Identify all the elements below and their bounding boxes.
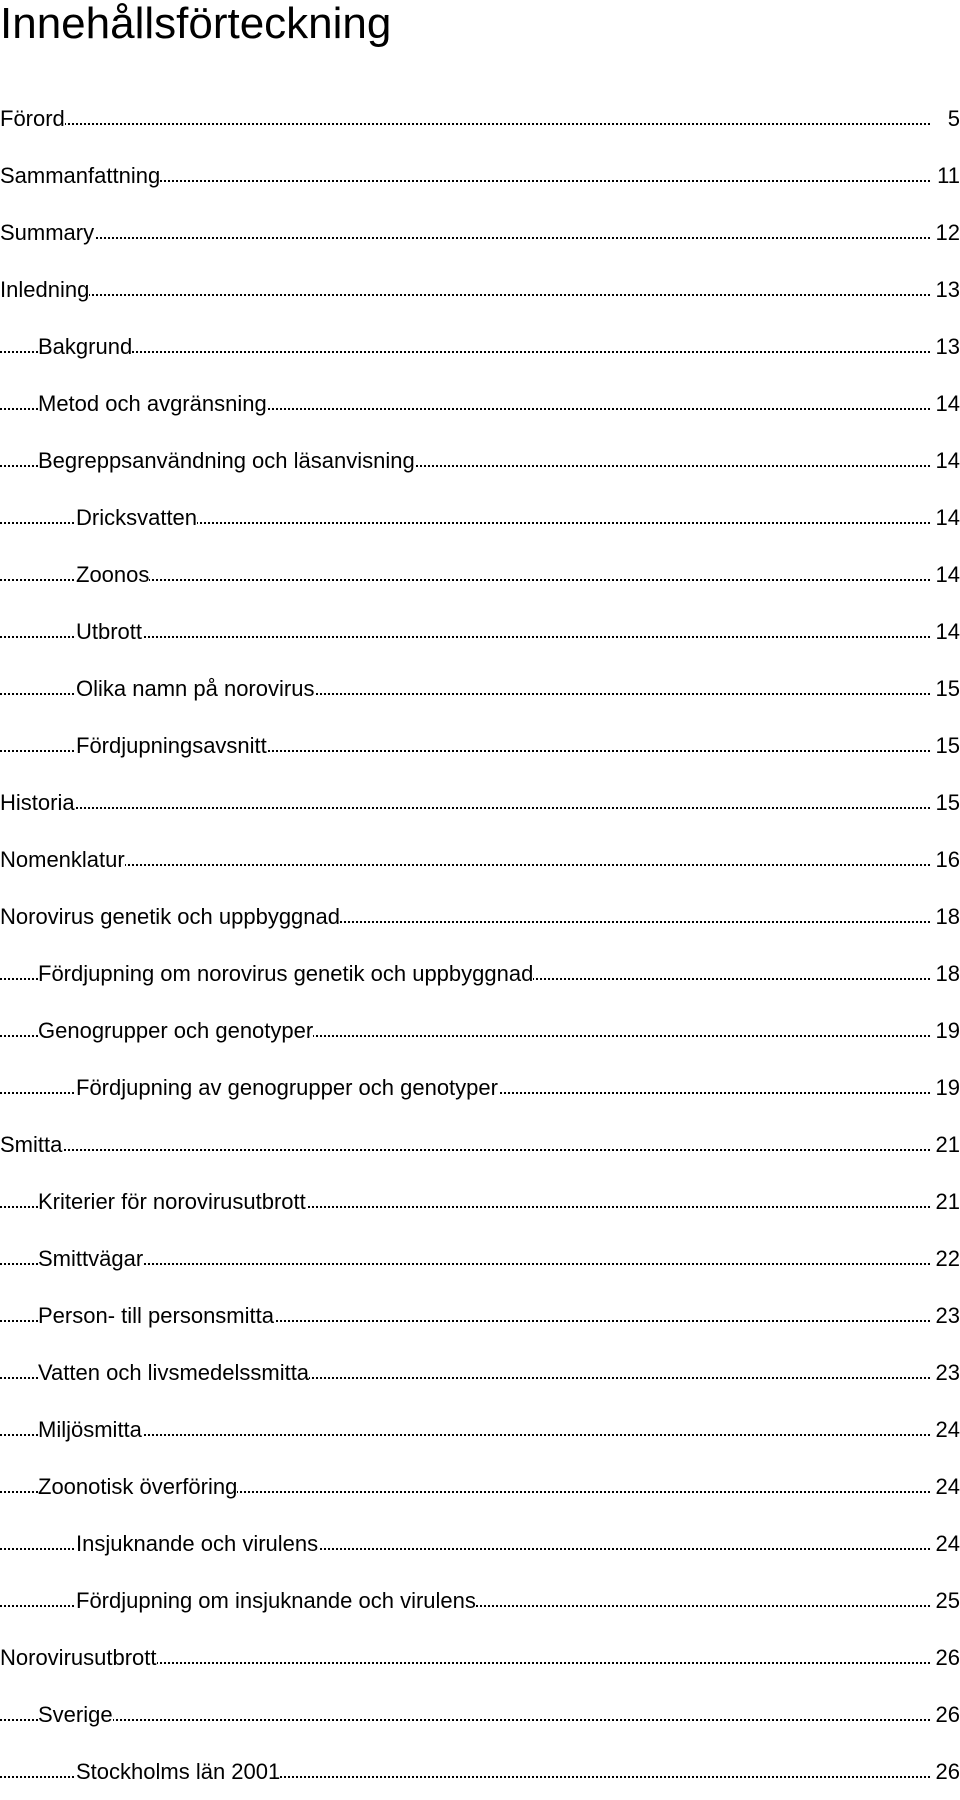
toc-entry-page: 14 xyxy=(932,603,960,660)
toc-entry[interactable] xyxy=(0,204,960,261)
toc-entry-label: Sverige xyxy=(38,1702,113,1727)
toc-entry-page: 26 xyxy=(932,1743,960,1800)
toc-entry-page: 21 xyxy=(932,1173,960,1230)
toc-entry-label: Norovirus genetik och uppbyggnad xyxy=(0,904,341,929)
toc-entry-label: Förord xyxy=(0,106,65,131)
dot-leader xyxy=(0,123,930,125)
dot-leader xyxy=(0,864,930,866)
toc-entry-page: 21 xyxy=(932,1116,960,1173)
toc-entry[interactable] xyxy=(0,603,960,660)
toc-entry-page: 13 xyxy=(932,318,960,375)
toc-entry[interactable] xyxy=(0,1059,960,1116)
toc-entry-page: 24 xyxy=(932,1401,960,1458)
toc-entry-page: 26 xyxy=(932,1629,960,1686)
toc-entry[interactable] xyxy=(0,1401,960,1458)
toc-entry-page: 15 xyxy=(932,717,960,774)
toc-entry-page: 18 xyxy=(932,945,960,1002)
toc-entry-page: 11 xyxy=(933,147,960,204)
toc-entry[interactable] xyxy=(0,489,960,546)
toc-entry-label: Norovirusutbrott xyxy=(0,1645,157,1670)
toc-entry-label: Begreppsanvändning och läsanvisning xyxy=(38,448,415,473)
toc-entry-label: Nomenklatur xyxy=(0,847,125,872)
toc-entry[interactable] xyxy=(0,1743,960,1800)
toc-entry-page: 18 xyxy=(932,888,960,945)
dot-leader xyxy=(0,294,930,296)
dot-leader xyxy=(0,237,930,239)
toc-entry[interactable] xyxy=(0,1515,960,1572)
toc-entry[interactable] xyxy=(0,1629,960,1686)
toc-entry-label: Person- till personsmitta xyxy=(38,1303,274,1328)
toc-entry[interactable] xyxy=(0,1344,960,1401)
toc-entry[interactable] xyxy=(0,261,960,318)
toc-entry-page: 25 xyxy=(932,1572,960,1629)
toc-entry-label: Summary xyxy=(0,220,95,245)
toc-entry[interactable] xyxy=(0,1686,960,1743)
toc-entry-label: Kriterier för norovirusutbrott xyxy=(38,1189,306,1214)
toc-entry-label: Insjuknande och virulens xyxy=(76,1531,319,1556)
toc-entry-page: 15 xyxy=(932,774,960,831)
toc-entry-page: 14 xyxy=(932,432,960,489)
toc-entry-label: Smittvägar xyxy=(38,1246,144,1271)
toc-entry-page: 14 xyxy=(932,375,960,432)
toc-entry[interactable] xyxy=(0,318,960,375)
toc-entry[interactable] xyxy=(0,1116,960,1173)
toc-entry-label: Historia xyxy=(0,790,75,815)
toc-entry-page: 22 xyxy=(932,1230,960,1287)
toc-entry-page: 15 xyxy=(932,660,960,717)
toc-entry-label: Sammanfattning xyxy=(0,163,161,188)
toc-entry-label: Smitta xyxy=(0,1132,63,1157)
toc-entry-page: 23 xyxy=(932,1287,960,1344)
toc-entry-page: 23 xyxy=(932,1344,960,1401)
toc-entry[interactable] xyxy=(0,546,960,603)
toc-entry-page: 13 xyxy=(932,261,960,318)
toc-entry-label: Olika namn på norovirus xyxy=(76,676,315,701)
toc-entry-page: 19 xyxy=(932,1002,960,1059)
toc-entry-label: Bakgrund xyxy=(38,334,133,359)
toc-entry[interactable] xyxy=(0,660,960,717)
toc-entry-page: 19 xyxy=(932,1059,960,1116)
dot-leader xyxy=(0,351,930,353)
toc-entry[interactable] xyxy=(0,1173,960,1230)
toc-entry[interactable] xyxy=(0,945,960,1002)
toc-entry[interactable] xyxy=(0,90,960,147)
toc-entry[interactable] xyxy=(0,1287,960,1344)
dot-leader xyxy=(0,1719,930,1721)
toc-entry-page: 12 xyxy=(932,204,960,261)
toc-entry[interactable] xyxy=(0,432,960,489)
toc-entry[interactable] xyxy=(0,1572,960,1629)
toc-entry-label: Dricksvatten xyxy=(76,505,198,530)
toc-entry[interactable] xyxy=(0,375,960,432)
toc-entry-label: Fördjupning om norovirus genetik och uppbyggnad xyxy=(38,961,534,986)
toc-entry-page: 5 xyxy=(944,90,960,147)
dot-leader xyxy=(0,1149,930,1151)
toc-entry[interactable] xyxy=(0,1458,960,1515)
page-title: Innehållsförteckning xyxy=(0,0,392,48)
toc-entry[interactable] xyxy=(0,774,960,831)
toc-entry-label: Genogrupper och genotyper xyxy=(38,1018,314,1043)
toc-entry-label: Fördjupning om insjuknande och virulens xyxy=(76,1588,476,1613)
toc-entry-label: Stockholms län 2001 xyxy=(76,1759,281,1784)
toc-entry[interactable] xyxy=(0,831,960,888)
toc-entry-label: Vatten och livsmedelssmitta xyxy=(38,1360,310,1385)
toc-entry[interactable] xyxy=(0,1002,960,1059)
toc-entry-page: 14 xyxy=(932,489,960,546)
toc-entry-label: Utbrott xyxy=(76,619,143,644)
toc-entry[interactable] xyxy=(0,147,960,204)
toc-entry-label: Zoonos xyxy=(76,562,150,587)
toc-entry-page: 16 xyxy=(932,831,960,888)
toc-entry-label: Zoonotisk överföring xyxy=(38,1474,238,1499)
toc-entry[interactable] xyxy=(0,717,960,774)
dot-leader xyxy=(0,807,930,809)
toc-entry-page: 24 xyxy=(932,1458,960,1515)
toc-entry-label: Metod och avgränsning xyxy=(38,391,267,416)
toc-entry-page: 14 xyxy=(932,546,960,603)
toc-entry-label: Miljösmitta xyxy=(38,1417,142,1442)
toc-entry-label: Fördjupningsavsnitt xyxy=(76,733,267,758)
toc-entry[interactable] xyxy=(0,1230,960,1287)
toc-entry-label: Fördjupning av genogrupper och genotyper xyxy=(76,1075,498,1100)
toc-entry-page: 24 xyxy=(932,1515,960,1572)
toc-entry[interactable] xyxy=(0,888,960,945)
toc-entry-label: Inledning xyxy=(0,277,90,302)
toc-entry-page: 26 xyxy=(932,1686,960,1743)
table-of-contents xyxy=(0,90,960,1800)
